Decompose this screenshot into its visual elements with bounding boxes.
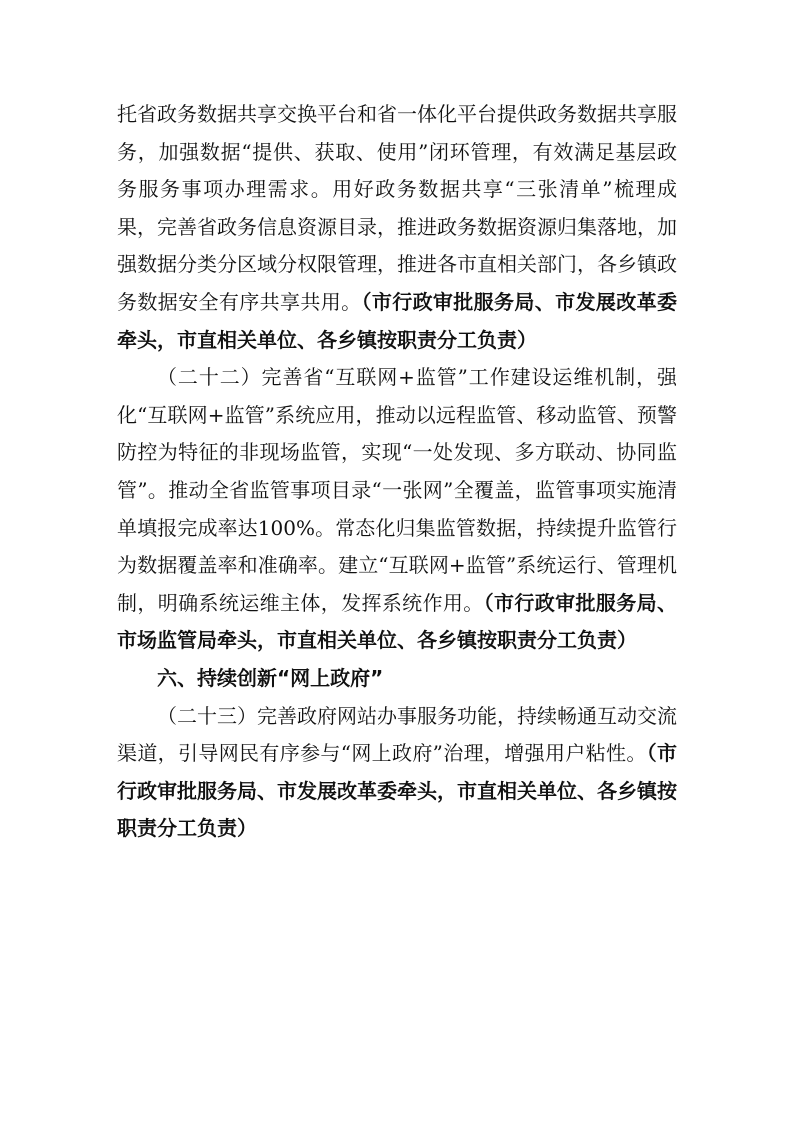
responsibility-note: （市行政审批服务局、市场监管局牵头，市直相关单位、各乡镇按职责分工负责） [117,590,678,653]
responsibility-note: （市行政审批服务局、市发展改革委牵头，市直相关单位、各乡镇按职责分工负责） [117,289,678,352]
responsibility-note: （市行政审批服务局、市发展改革委牵头，市直相关单位、各乡镇按职责分工负责） [117,741,677,841]
paragraph-text: （二十三）完善政府网站办事服务功能，持续畅通互动交流渠道，引导网民有序参与“网上政府”治理，增强用户粘性。 [117,703,677,766]
section-heading: 六、持续创新“网上政府” [157,665,384,690]
paragraph-text: 托省政务数据共享交换平台和省一体化平台提供政务数据共享服务，加强数据“提供、获取、使用”闭环管理，有效满足基层政务服务事项办理需求。用好政务数据共享“三张清单”梳理成果，完善省政务信息资源目录，推进政务数据资源归集落地，加强数据分类分区域分权限管理，推进各市直相关部门，各乡镇政务数据安全有序共享共用。 [117,102,677,314]
document-page [117,96,677,848]
paragraph-data-sharing [117,96,677,359]
paragraph-internet-supervision [117,359,677,660]
paragraph-government-website [117,698,677,848]
paragraph-text: （二十二）完善省“互联网+监管”工作建设运维机制，强化“互联网+监管”系统应用，推动以远程监管、移动监管、预警防控为特征的非现场监管，实现“一处发现、多方联动、协同监管”。推动全省监管事项目录“一张网”全覆盖，监管事项实施清单填报完成率达100%。常态化归集监管数据，持续提升监管行为数据覆盖率和准确率。建立“互联网+监管”系统运行、管理机制，明确系统运维主体，发挥系统作用。 [117,365,677,615]
